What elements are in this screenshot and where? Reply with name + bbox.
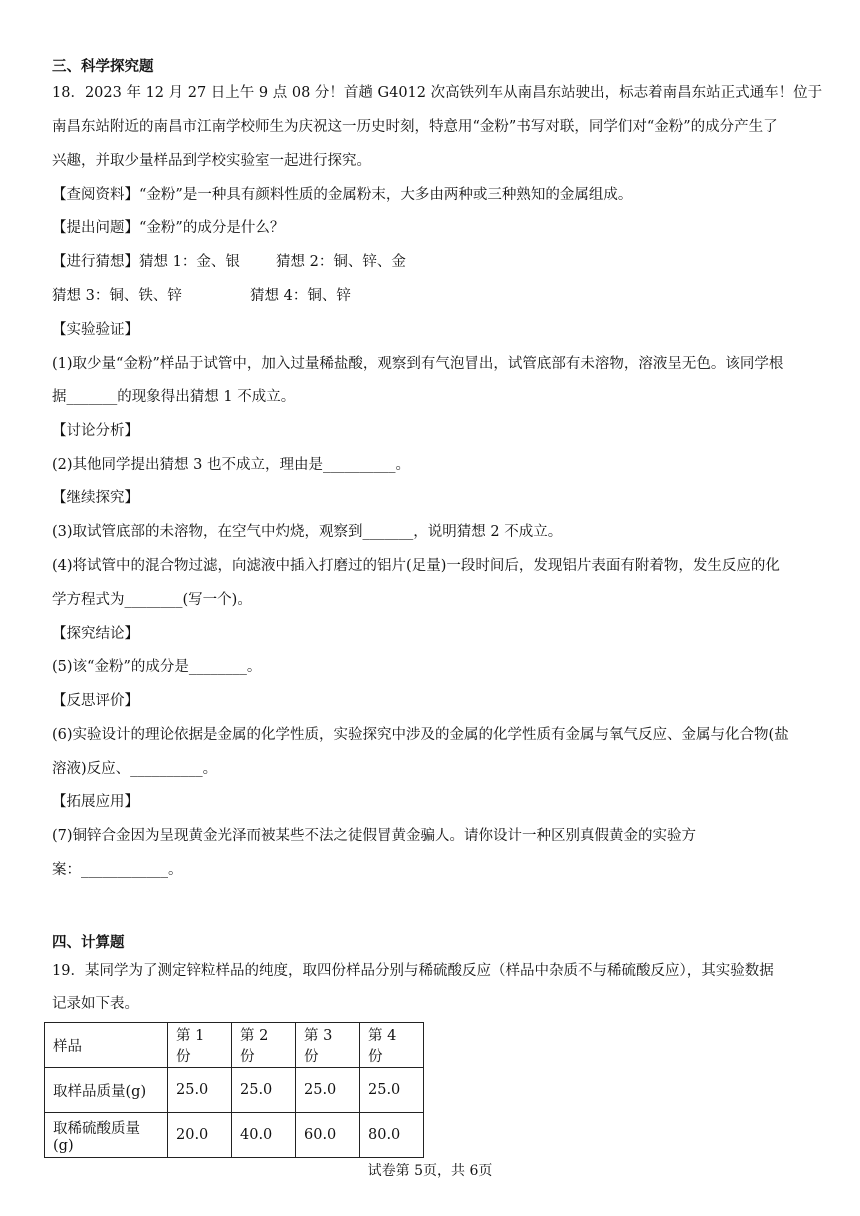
q18-text-line1: 18．2023 年 12 月 27 日上午 9 点 08 分！首趟 G4012 次高铁列车从南昌东站驶出，标志着南昌东站正式通车！位于 xyxy=(52,85,823,101)
verify-heading: 【实验验证】 xyxy=(52,322,139,338)
table-cell: 25.0 xyxy=(168,1068,232,1113)
table-cell: 25.0 xyxy=(360,1068,424,1113)
q18-text-line3: 兴趣，并取少量样品到学校实验室一起进行探究。 xyxy=(52,153,371,169)
table-header-cell: 第 4 份 xyxy=(360,1023,424,1068)
part1-line1: (1)取少量“金粉”样品于试管中，加入过量稀盐酸，观察到有气泡冒出，试管底部有未溶物，溶液呈无色。该同学根 xyxy=(52,356,784,372)
q19-text-line2: 记录如下表。 xyxy=(52,996,139,1012)
table-cell: 80.0 xyxy=(360,1113,424,1158)
table-header-cell: 第 2 份 xyxy=(232,1023,296,1068)
continue-heading: 【继续探究】 xyxy=(52,490,139,506)
guess-1: 【进行猜想】猜想 1：金、银 xyxy=(52,254,240,270)
table-cell: 20.0 xyxy=(168,1113,232,1158)
section3-heading: 三、科学探究题 xyxy=(52,58,154,75)
table-cell: 取样品质量(g) xyxy=(45,1068,168,1113)
page-footer: 试卷第 5页，共 6页 xyxy=(367,1163,493,1179)
discuss-heading: 【讨论分析】 xyxy=(52,423,139,439)
table-row xyxy=(45,1113,424,1158)
table-header-cell: 第 3 份 xyxy=(296,1023,360,1068)
table-header-row xyxy=(45,1023,424,1068)
part7-line2: 案：____________。 xyxy=(52,862,183,878)
guess-2: 猜想 2：铜、锌、金 xyxy=(276,254,406,270)
part3: (3)取试管底部的未溶物，在空气中灼烧，观察到_______，说明猜想 2 不成立。 xyxy=(52,524,563,540)
expand-heading: 【拓展应用】 xyxy=(52,794,139,810)
table-cell: 60.0 xyxy=(296,1113,360,1158)
part4-line2: 学方程式为________(写一个)。 xyxy=(52,592,252,608)
question-statement: 【提出问题】“金粉”的成分是什么？ xyxy=(52,220,285,236)
part2: (2)其他同学提出猜想 3 也不成立，理由是__________。 xyxy=(52,457,410,473)
q19-text-line1: 19．某同学为了测定锌粒样品的纯度，取四份样品分别与稀硫酸反应（样品中杂质不与稀硫酸反应），其实验数据 xyxy=(52,963,774,979)
part1-line2: 据_______的现象得出猜想 1 不成立。 xyxy=(52,389,296,405)
table-cell: 25.0 xyxy=(232,1068,296,1113)
table-cell: 25.0 xyxy=(296,1068,360,1113)
table-header-cell: 样品 xyxy=(45,1023,168,1068)
table-header-cell: 第 1 份 xyxy=(168,1023,232,1068)
table-cell: 取稀硫酸质量(g) xyxy=(45,1113,168,1158)
guess-3: 猜想 3：铜、铁、锌 xyxy=(52,288,182,304)
guess-4: 猜想 4：铜、锌 xyxy=(250,288,351,304)
part6-line2: 溶液)反应、__________。 xyxy=(52,761,218,777)
part7-line1: (7)铜锌合金因为呈现黄金光泽而被某些不法之徒假冒黄金骗人。请你设计一种区别真假黄金的实验方 xyxy=(52,828,697,844)
q18-text-line2: 南昌东站附近的南昌市江南学校师生为庆祝这一历史时刻，特意用“金粉”书写对联，同学们对“金粉”的成分产生了 xyxy=(52,119,778,135)
reference-info: 【查阅资料】“金粉”是一种具有颜料性质的金属粉末，大多由两种或三种熟知的金属组成。 xyxy=(52,187,633,203)
reflect-heading: 【反思评价】 xyxy=(52,693,139,709)
conclusion-heading: 【探究结论】 xyxy=(52,626,139,642)
part6-line1: (6)实验设计的理论依据是金属的化学性质，实验探究中涉及的金属的化学性质有金属与氧气反应、金属与化合物(盐 xyxy=(52,727,789,743)
section4-heading: 四、计算题 xyxy=(52,934,125,951)
part5: (5)该“金粉”的成分是________。 xyxy=(52,659,262,675)
table-cell: 40.0 xyxy=(232,1113,296,1158)
part4-line1: (4)将试管中的混合物过滤，向滤液中插入打磨过的铝片(足量)一段时间后，发现铝片表面有附着物，发生反应的化 xyxy=(52,558,780,574)
table-row xyxy=(45,1068,424,1113)
data-table xyxy=(44,1022,424,1158)
